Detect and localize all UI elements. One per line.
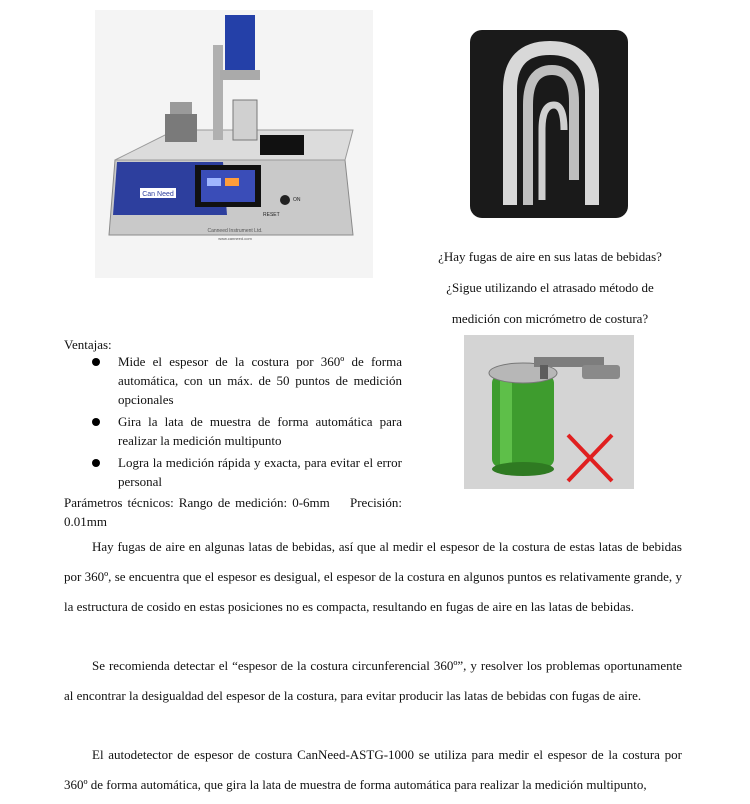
seam-gauge-machine-photo [95, 10, 373, 278]
question-line-2: ¿Sigue utilizando el atrasado método de [446, 280, 654, 295]
paragraph-2: Se recomienda detectar el “espesor de la costura circunferencial 360º”, y resolver los problemas oportunamente al encontrar la desigualdad del espesor de la costura, para evitar producir las latas de bebidas con fugas de aire. [64, 658, 682, 703]
machine-illustration [95, 10, 373, 278]
question-line-3: medición con micrómetro de costura? [451, 311, 649, 326]
bullet-icon [92, 358, 100, 366]
list-item [64, 453, 402, 491]
advantage-text: Mide el espesor de la costura por 360º de forma automática, con un máx. de 50 puntos de medición opcionales [118, 354, 402, 407]
question-line-1: ¿Hay fugas de aire en sus latas de bebidas? [438, 249, 662, 264]
advantage-text: Gira la lata de muestra de forma automática para realizar la medición multipunto [118, 414, 402, 448]
list-item [64, 352, 402, 409]
advantages-title: Ventajas: [64, 337, 112, 352]
seam-cross-section-illustration [470, 30, 628, 218]
knob-reset-label: RESET [263, 212, 280, 218]
brand-label: Can Need [142, 191, 174, 198]
can-micrometer-illustration [464, 335, 634, 489]
seam-cross-section-image [470, 30, 628, 218]
machine-footer-line-2: www.canneed.com [218, 236, 252, 241]
paragraph-1: Hay fugas de aire en algunas latas de bebidas, así que al medir el espesor de la costura de estas latas de bebidas por 360º, se encuentra que el espesor es desigual, el espesor de la costura en algunos puntos es relativamente grande, y la estructura de cosido en estas posiciones no es compacta, resultando en fugas de aire en las latas de bebidas. [64, 539, 682, 614]
advantages-list [64, 352, 402, 494]
list-item [64, 412, 402, 450]
machine-footer-line-1: Canneed Instrument Ltd. [207, 228, 263, 234]
paragraph-3: El autodetector de espesor de costura CanNeed-ASTG-1000 se utiliza para medir el espesor de la costura por 360º de forma automática, que gira la lata de muestra de forma automática para realizar la medición multipunto, [64, 747, 682, 792]
technical-parameters: Parámetros técnicos: Rango de medición: 0-6mm Precisión: 0.01mm [64, 495, 406, 529]
bullet-icon [92, 418, 100, 426]
advantage-text: Logra la medición rápida y exacta, para evitar el error personal [118, 455, 402, 489]
bullet-icon [92, 459, 100, 467]
knob-on-label: ON [293, 197, 301, 203]
can-micrometer-image [464, 335, 634, 489]
